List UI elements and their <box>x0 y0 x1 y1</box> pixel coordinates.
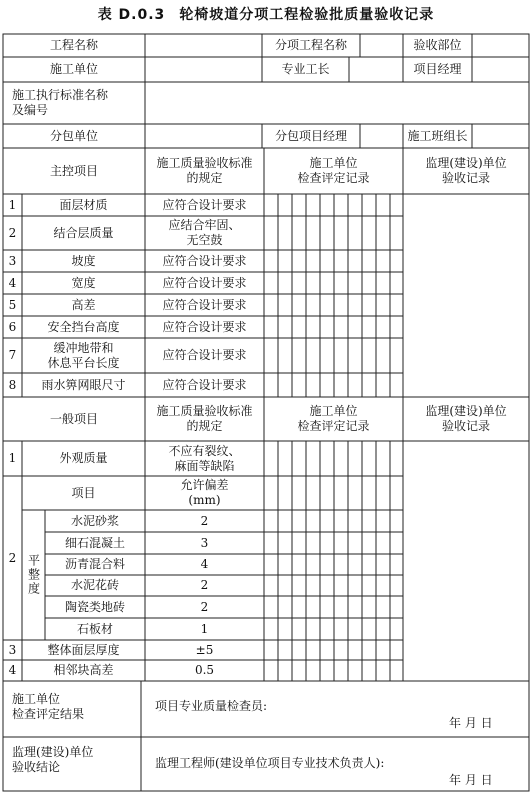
main-row-no: 2 <box>8 225 17 240</box>
adjacent-height-diff-label: 相邻块高差 <box>53 663 114 677</box>
sub-project-manager-label: 分包项目经理 <box>274 128 347 143</box>
project-manager-label: 项目经理 <box>413 62 462 76</box>
main-control-heading: 主控项目 <box>49 163 98 178</box>
main-row-req: 应符合设计要求 <box>162 319 247 334</box>
flatness-label: 平整度 <box>26 554 41 596</box>
flatness-value: 4 <box>200 557 209 571</box>
flatness-value: 2 <box>200 513 209 528</box>
construction-unit-label: 施工单位 <box>49 62 98 76</box>
flatness-item: 石板材 <box>76 621 113 636</box>
main-row-item: 安全挡台高度 <box>47 319 120 334</box>
main-row-req: 应符合设计要求 <box>162 275 247 290</box>
main-supervisor-header: 监理(建设)单位 验收记录 <box>425 156 507 185</box>
general-row-no: 4 <box>8 663 17 677</box>
main-row-no: 5 <box>8 297 17 312</box>
main-row-item: 高差 <box>71 297 96 312</box>
general-row-no: 1 <box>8 451 17 465</box>
main-row-req: 应符合设计要求 <box>162 377 247 392</box>
general-row-no: 2 <box>8 550 17 565</box>
flatness-item: 水泥花砖 <box>70 578 119 592</box>
main-row-no: 6 <box>8 319 17 334</box>
appearance-quality-label: 外观质量 <box>59 451 108 465</box>
main-row-no: 1 <box>8 197 17 212</box>
tolerance-label: 允许偏差 (mm) <box>180 478 229 507</box>
supervisor-conclusion-label: 监理(建设)单位 验收结论 <box>12 745 94 774</box>
main-row-req: 应符合设计要求 <box>162 253 247 268</box>
surface-thickness-label: 整体面层厚度 <box>47 642 120 657</box>
check-result-label: 施工单位 检查评定结果 <box>12 692 85 721</box>
supervising-engineer-label: 监理工程师(建设单位项目专业技术负责人): <box>155 756 385 770</box>
main-row-no: 7 <box>8 348 17 362</box>
flatness-item: 沥青混合料 <box>64 557 125 571</box>
quality-inspector-label: 项目专业质量检查员: <box>155 699 268 713</box>
supervisor-date-label: 年 月 日 <box>449 773 493 787</box>
main-row-req: 应符合设计要求 <box>162 297 247 312</box>
main-row-item: 坡度 <box>71 253 96 268</box>
surface-thickness-value: ±5 <box>195 642 214 657</box>
form-title-text: 轮椅坡道分项工程检验批质量验收记录 <box>179 7 435 23</box>
main-row-req: 应符合设计要求 <box>162 348 247 362</box>
subcontractor-label: 分包单位 <box>49 128 98 143</box>
main-row-item: 宽度 <box>71 275 96 290</box>
general-check-header: 施工单位 检查评定记录 <box>297 404 370 433</box>
item-label: 项目 <box>71 485 96 500</box>
main-row-req: 应结合牢固、 无空鼓 <box>168 218 241 247</box>
main-row-item: 雨水箅网眼尺寸 <box>41 377 126 392</box>
check-date-label: 年 月 日 <box>449 716 493 730</box>
appearance-quality-req: 不应有裂纹、 麻面等缺陷 <box>168 443 241 473</box>
flatness-label-cell <box>22 510 45 640</box>
main-row-no: 3 <box>8 253 17 268</box>
acceptance-part-label: 验收部位 <box>413 38 462 52</box>
flatness-value: 3 <box>200 535 209 550</box>
main-row-item: 面层材质 <box>59 197 108 212</box>
flatness-value: 2 <box>200 578 209 592</box>
flatness-item: 细石混凝土 <box>64 535 125 550</box>
flatness-value: 1 <box>200 621 209 636</box>
form-code: 表 D.0.3 <box>97 7 166 23</box>
standard-name-label: 施工执行标准名称 及编号 <box>12 88 109 117</box>
general-standard-header: 施工质量验收标准 的规定 <box>156 404 253 433</box>
main-row-item: 结合层质量 <box>53 225 114 240</box>
general-heading: 一般项目 <box>49 411 98 426</box>
sub-project-name-label: 分项工程名称 <box>274 38 347 52</box>
main-check-header: 施工单位 检查评定记录 <box>297 156 370 185</box>
main-row-no: 4 <box>8 275 17 290</box>
flatness-item: 陶瓷类地砖 <box>64 599 125 614</box>
team-leader-label: 施工班组长 <box>407 128 468 143</box>
main-row-no: 8 <box>8 377 17 392</box>
flatness-value: 2 <box>200 599 209 614</box>
main-row-req: 应符合设计要求 <box>162 197 247 212</box>
foreman-label: 专业工长 <box>281 62 330 76</box>
adjacent-height-diff-value: 0.5 <box>194 663 215 677</box>
main-standard-header: 施工质量验收标准 的规定 <box>156 156 253 185</box>
general-row-no: 3 <box>8 642 17 657</box>
flatness-item: 水泥砂浆 <box>70 513 119 528</box>
main-row-item: 缓冲地带和 休息平台长度 <box>47 340 120 370</box>
project-name-label: 工程名称 <box>49 38 98 52</box>
general-supervisor-header: 监理(建设)单位 验收记录 <box>425 404 507 433</box>
